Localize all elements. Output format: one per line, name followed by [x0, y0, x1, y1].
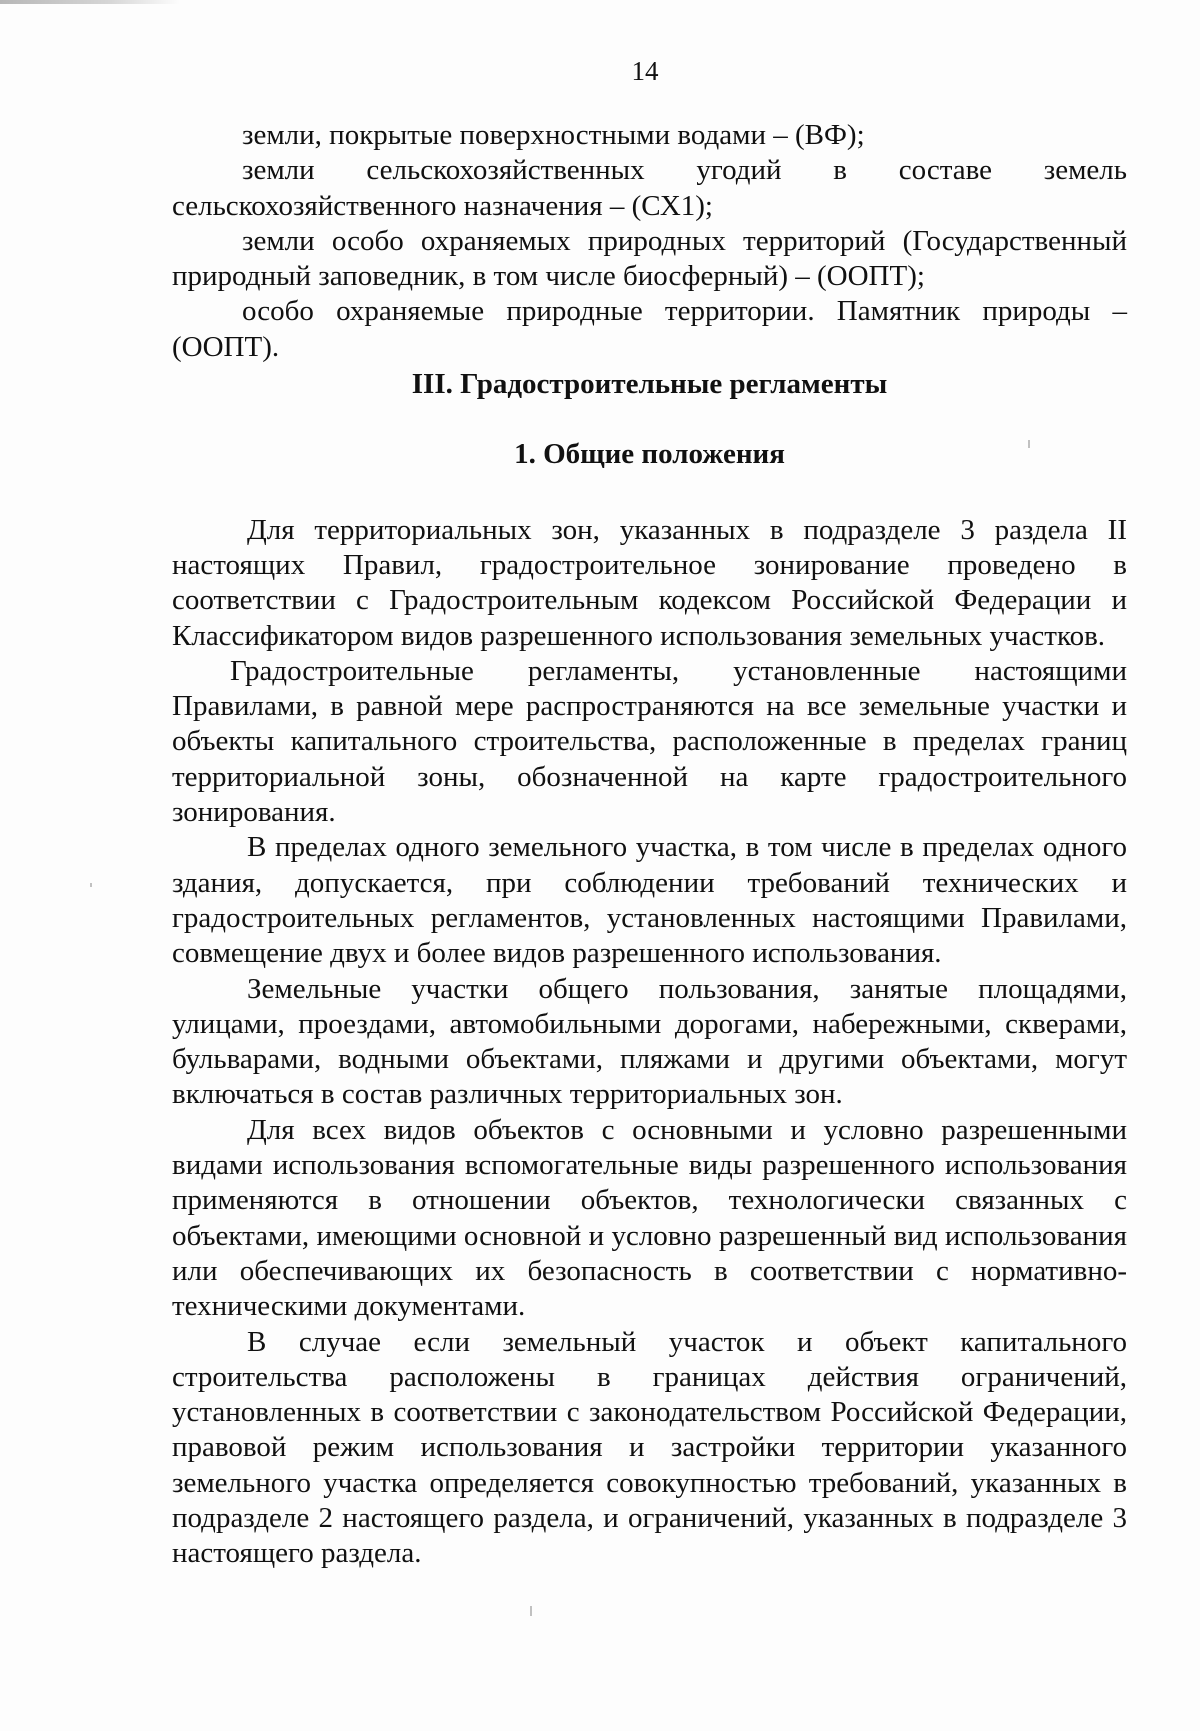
paragraph: Земельные участки общего пользования, занятые площадями, улицами, проездами, автомобильными дорогами, набережными, скверами, бульварами, водными объектами, пляжами и другими объектами, могут включаться в состав различных территориальных зон. [172, 972, 1127, 1111]
document-body [172, 118, 1127, 1572]
paragraph: В случае если земельный участок и объект капитального строительства расположены в границах действия ограничений, установленных в соответствии с законодательством Российской Федерации, правовой режим использования и застройки территории указанного земельного участка определяется совокупностью требований, указанных в подразделе 2 настоящего раздела, и ограничений, указанных в подразделе 3 настоящего раздела. [172, 1325, 1127, 1570]
list-item: земли, покрытые поверхностными водами – (ВФ); [242, 119, 865, 151]
paragraph: В пределах одного земельного участка, в том числе в пределах одного здания, допускается, при соблюдении требований технических и градостроительных регламентов, установленных настоящими Правилами, совмещение двух и более видов разрешенного использования. [172, 831, 1127, 970]
scan-speck [530, 1606, 532, 1616]
section-heading: III. Градостроительные регламенты [411, 368, 888, 401]
paragraph: Для всех видов объектов с основными и условно разрешенными видами использования вспомогательные виды разрешенного использования применяются в отношении объектов, технологически связанных с объектами, имеющими основной и условно разрешенный вид использования или обеспечивающих их безопасность в соответствии с нормативно-техническими документами. [172, 1113, 1127, 1323]
list-item: земли особо охраняемых природных территорий (Государственный природный заповедник, в том числе биосферный) – (ООПТ); [172, 224, 1127, 293]
page-number: 14 [631, 56, 659, 86]
list-item: особо охраняемые природные территории. Памятник природы – (ООПТ). [172, 295, 1127, 363]
paragraph: Для территориальных зон, указанных в подразделе 3 раздела II настоящих Правил, градостроительное зонирование проведено в соответствии с Градостроительным кодексом Российской Федерации и Классификатором видов разрешенного использования земельных участков. [172, 513, 1127, 652]
scan-speck [90, 883, 92, 887]
list-item: земли сельскохозяйственных угодий в составе земель сельскохозяйственного назначения – (СХ1); [172, 154, 1127, 222]
subsection-heading: 1. Общие положения [514, 438, 785, 471]
paragraph: Градостроительные регламенты, установленные настоящими Правилами, в равной мере распространяются на все земельные участки и объекты капитального строительства, расположенные в пределах границ территориальной зоны, обозначенной на карте градостроительного зонирования. [172, 654, 1127, 829]
scan-artifact [0, 0, 180, 4]
